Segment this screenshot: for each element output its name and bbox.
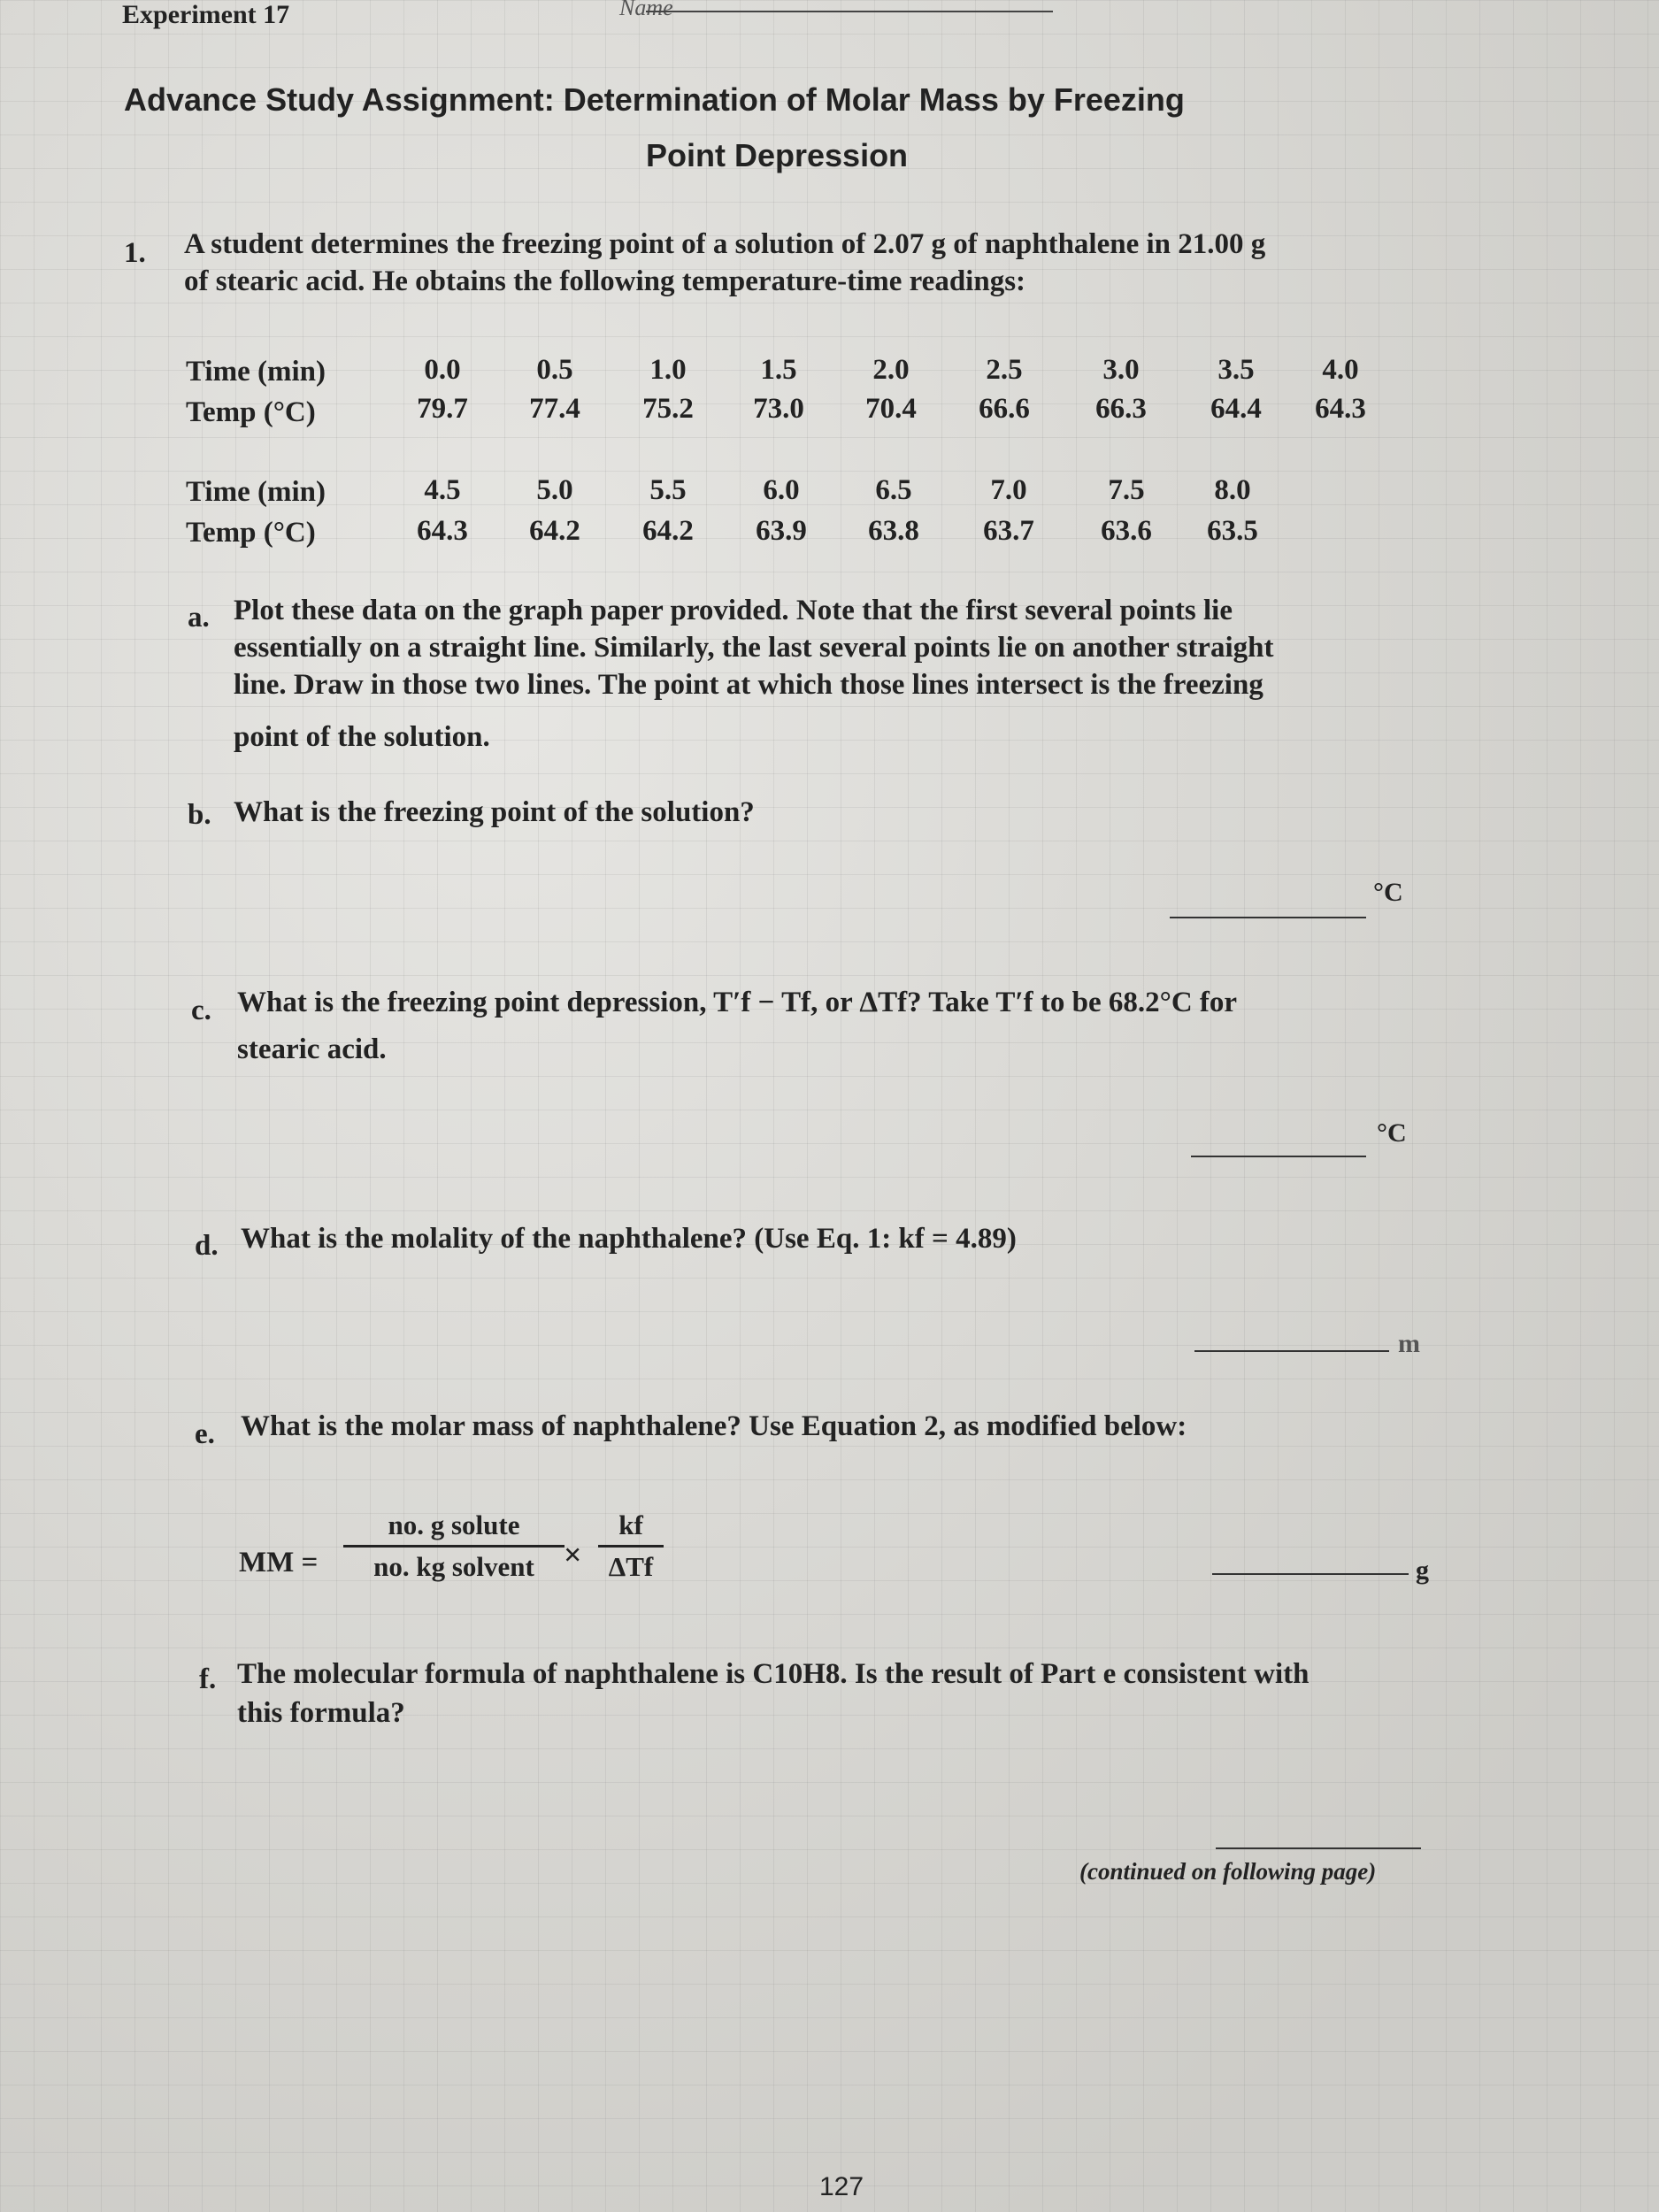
temp-value-cell: 75.2 — [642, 393, 694, 425]
part-f-answer-line[interactable] — [1216, 1847, 1421, 1849]
part-c-unit: °C — [1377, 1118, 1407, 1148]
temp-value-cell: 66.3 — [1095, 393, 1147, 425]
molar-mass-label: MM = — [239, 1547, 319, 1578]
time-value-cell: 6.0 — [763, 474, 800, 506]
time-value-cell: 7.0 — [990, 474, 1027, 506]
continued-note: (continued on following page) — [1079, 1858, 1377, 1885]
fraction-denominator: no. kg solvent — [373, 1551, 534, 1582]
time-value-cell: 3.0 — [1102, 354, 1140, 386]
time-value-cell: 1.0 — [649, 354, 687, 386]
part-d-question: What is the molality of the naphthalene? (Use Eq. 1: kf = 4.89) — [241, 1223, 1017, 1255]
time-value-cell: 1.5 — [760, 354, 797, 386]
time-value-cell: 0.5 — [536, 354, 573, 386]
temp-value-cell: 64.2 — [529, 515, 580, 547]
part-d-answer-line[interactable] — [1194, 1350, 1389, 1352]
time-value-cell: 5.0 — [536, 474, 573, 506]
part-b-answer-line[interactable] — [1170, 917, 1366, 918]
kf-numerator: kf — [598, 1509, 664, 1548]
part-f-line2: this formula? — [237, 1697, 405, 1729]
part-e-question: What is the molar mass of naphthalene? Use Equation 2, as modified below: — [241, 1410, 1187, 1442]
times-sign: × — [564, 1537, 582, 1572]
name-label: Name — [619, 0, 673, 20]
question-text-line2: of stearic acid. He obtains the following temperature-time readings: — [184, 265, 1026, 297]
part-c-answer-line[interactable] — [1191, 1156, 1366, 1157]
temp-value-cell: 63.6 — [1101, 515, 1152, 547]
part-b-question: What is the freezing point of the solution? — [234, 796, 755, 828]
part-a-line3: line. Draw in those two lines. The point at which those lines intersect is the freezing — [234, 669, 1263, 701]
time-value-cell: 2.0 — [872, 354, 910, 386]
time-label-row2: Time (min) — [186, 476, 326, 508]
temp-label-row2: Temp (°C) — [186, 517, 316, 549]
experiment-label: Experiment 17 — [122, 0, 290, 29]
part-c-line1: What is the freezing point depression, T′f − Tf, or ΔTf? Take T′f to be 68.2°C for — [237, 987, 1238, 1018]
part-c-letter: c. — [191, 995, 211, 1026]
time-value-cell: 2.5 — [986, 354, 1023, 386]
part-a-line2: essentially on a straight line. Similarly, the last several points lie on another straight — [234, 632, 1274, 664]
time-value-cell: 5.5 — [649, 474, 687, 506]
part-a-letter: a. — [188, 602, 210, 634]
part-a-line4: point of the solution. — [234, 721, 490, 753]
part-c-line2: stearic acid. — [237, 1033, 387, 1065]
part-e-letter: e. — [195, 1418, 215, 1450]
delta-tf-denominator: ΔTf — [608, 1551, 654, 1582]
time-value-cell: 8.0 — [1214, 474, 1251, 506]
temp-value-cell: 66.6 — [979, 393, 1030, 425]
temp-value-cell: 64.4 — [1210, 393, 1262, 425]
time-value-cell: 0.0 — [424, 354, 461, 386]
question-text-line1: A student determines the freezing point of a solution of 2.07 g of naphthalene in 21.00 g — [184, 228, 1266, 260]
page-number: 127 — [819, 2172, 864, 2201]
time-value-cell: 4.0 — [1322, 354, 1359, 386]
part-f-line1: The molecular formula of naphthalene is C10H8. Is the result of Part e consistent with — [237, 1658, 1310, 1690]
temp-value-cell: 73.0 — [753, 393, 804, 425]
fraction-grams-per-kg — [343, 1509, 565, 1583]
title-line1: Determination of Molar Mass by Freezing — [563, 81, 1185, 118]
temp-value-cell: 70.4 — [865, 393, 917, 425]
page-title — [124, 81, 1185, 119]
part-b-unit: °C — [1373, 878, 1403, 907]
part-e-unit: g — [1416, 1555, 1429, 1585]
time-value-cell: 4.5 — [424, 474, 461, 506]
fraction-kf-over-delta-tf — [598, 1509, 664, 1583]
part-d-unit: m — [1398, 1329, 1420, 1358]
time-value-cell: 7.5 — [1108, 474, 1145, 506]
temp-value-cell: 63.8 — [868, 515, 919, 547]
time-value-cell: 6.5 — [875, 474, 912, 506]
part-d-letter: d. — [195, 1230, 219, 1262]
temp-value-cell: 63.7 — [983, 515, 1034, 547]
title-line2: Point Depression — [646, 137, 909, 173]
part-f-letter: f. — [199, 1663, 217, 1695]
question-number: 1. — [124, 237, 146, 269]
temp-value-cell: 77.4 — [529, 393, 580, 425]
temp-value-cell: 64.3 — [1315, 393, 1366, 425]
time-value-cell: 3.5 — [1217, 354, 1255, 386]
part-b-letter: b. — [188, 799, 211, 831]
part-e-answer-line[interactable] — [1212, 1573, 1409, 1575]
title-prefix: Advance Study Assignment: — [124, 81, 555, 118]
time-label-row1: Time (min) — [186, 356, 326, 388]
fraction-numerator: no. g solute — [343, 1509, 565, 1548]
name-field-line[interactable] — [646, 11, 1053, 12]
temp-value-cell: 64.3 — [417, 515, 468, 547]
part-a-line1: Plot these data on the graph paper provided. Note that the first several points lie — [234, 595, 1233, 626]
temp-value-cell: 63.9 — [756, 515, 807, 547]
temp-label-row1: Temp (°C) — [186, 396, 316, 428]
temp-value-cell: 79.7 — [417, 393, 468, 425]
temp-value-cell: 64.2 — [642, 515, 694, 547]
temp-value-cell: 63.5 — [1207, 515, 1258, 547]
